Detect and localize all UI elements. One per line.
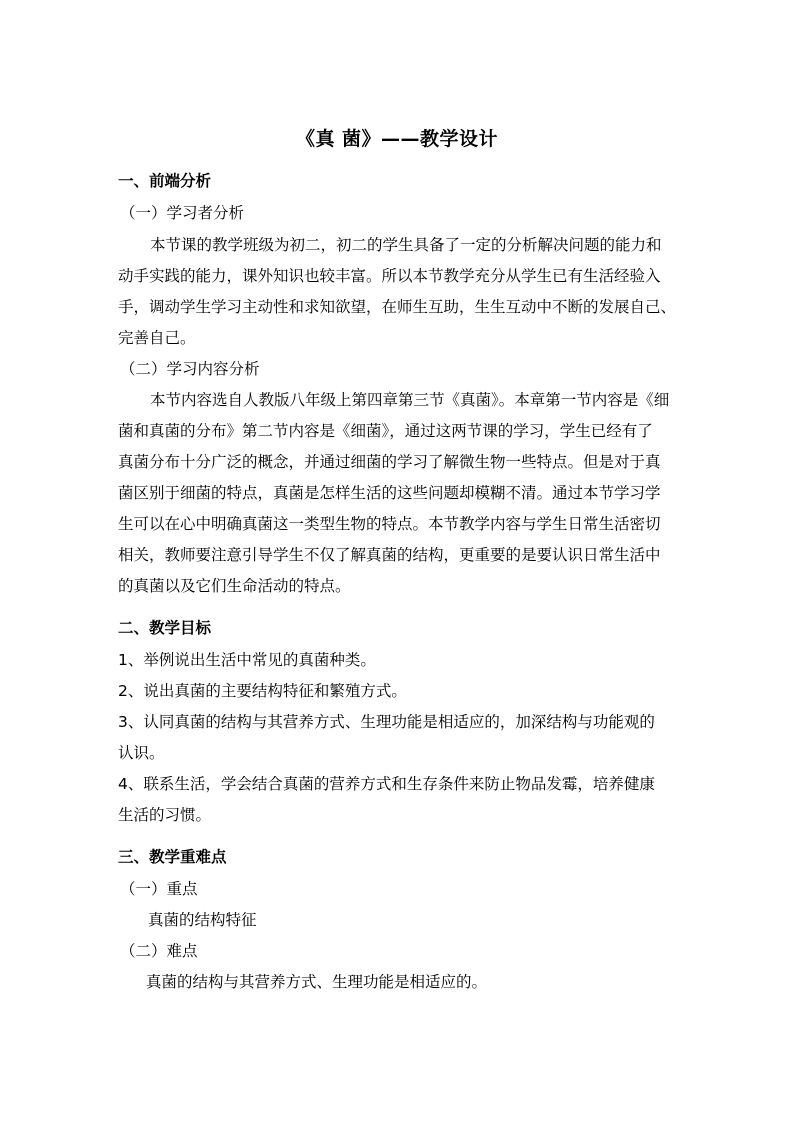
section-1-heading: 一、前端分析 — [118, 172, 212, 190]
paragraph-line: 菌和真菌的分布》第二节内容是《细菌》，通过这两节课的学习，学生已经有了 — [118, 422, 653, 440]
objective-item: 1、举例说出生活中常见的真菌种类。 — [118, 651, 376, 669]
objective-item: 2、说出真菌的主要结构特征和繁殖方式。 — [118, 682, 407, 700]
section-3-sub-1: （一）重点 — [120, 880, 198, 898]
paragraph-line: 的真菌以及它们生命活动的特点。 — [118, 577, 351, 595]
paragraph-line: 本节内容选自人教版八年级上第四章第三节《真菌》。本章第一节内容是《细 — [150, 391, 670, 409]
paragraph-line: 菌区别于细菌的特点，真菌是怎样生活的这些问题却模糊不清。通过本节学习学 — [118, 484, 661, 502]
section-3-sub-2: （二）难点 — [120, 942, 198, 960]
paragraph-line: 本节课的教学班级为初二，初二的学生具备了一定的分析解决问题的能力和 — [150, 236, 662, 254]
objective-item: 3、认同真菌的结构与其营养方式、生理功能是相适应的，加深结构与功能观的 — [118, 713, 655, 731]
section-2-heading: 二、教学目标 — [118, 619, 212, 637]
section-1-sub-1: （一）学习者分析 — [120, 204, 245, 222]
key-point: 真菌的结构特征 — [148, 911, 257, 929]
objective-item: 4、联系生活，学会结合真菌的营养方式和生存条件来防止物品发霉，培养健康 — [118, 775, 655, 793]
paragraph-line: 生可以在心中明确真菌这一类型生物的特点。本节教学内容与学生日常生活密切 — [118, 515, 661, 533]
paragraph-line: 动手实践的能力，课外知识也较丰富。所以本节教学充分从学生已有生活经验入 — [118, 267, 661, 285]
paragraph-line: 手，调动学生学习主动性和求知欲望，在师生互助，生生互动中不断的发展自己、 — [118, 298, 677, 316]
difficult-point: 真菌的结构与其营养方式、生理功能是相适应的。 — [146, 973, 488, 991]
paragraph-line: 相关，教师要注意引导学生不仅了解真菌的结构，更重要的是要认识日常生活中 — [118, 546, 661, 564]
document-title: 《真 菌》——教学设计 — [295, 128, 499, 150]
section-3-heading: 三、教学重难点 — [118, 848, 227, 866]
section-1-sub-2: （二）学习内容分析 — [120, 360, 260, 378]
objective-item-cont: 认识。 — [118, 744, 165, 762]
objective-item-cont: 生活的习惯。 — [118, 806, 212, 824]
paragraph-line: 真菌分布十分广泛的概念，并通过细菌的学习了解微生物一些特点。但是对于真 — [118, 453, 661, 471]
paragraph-line: 完善自己。 — [118, 329, 196, 347]
